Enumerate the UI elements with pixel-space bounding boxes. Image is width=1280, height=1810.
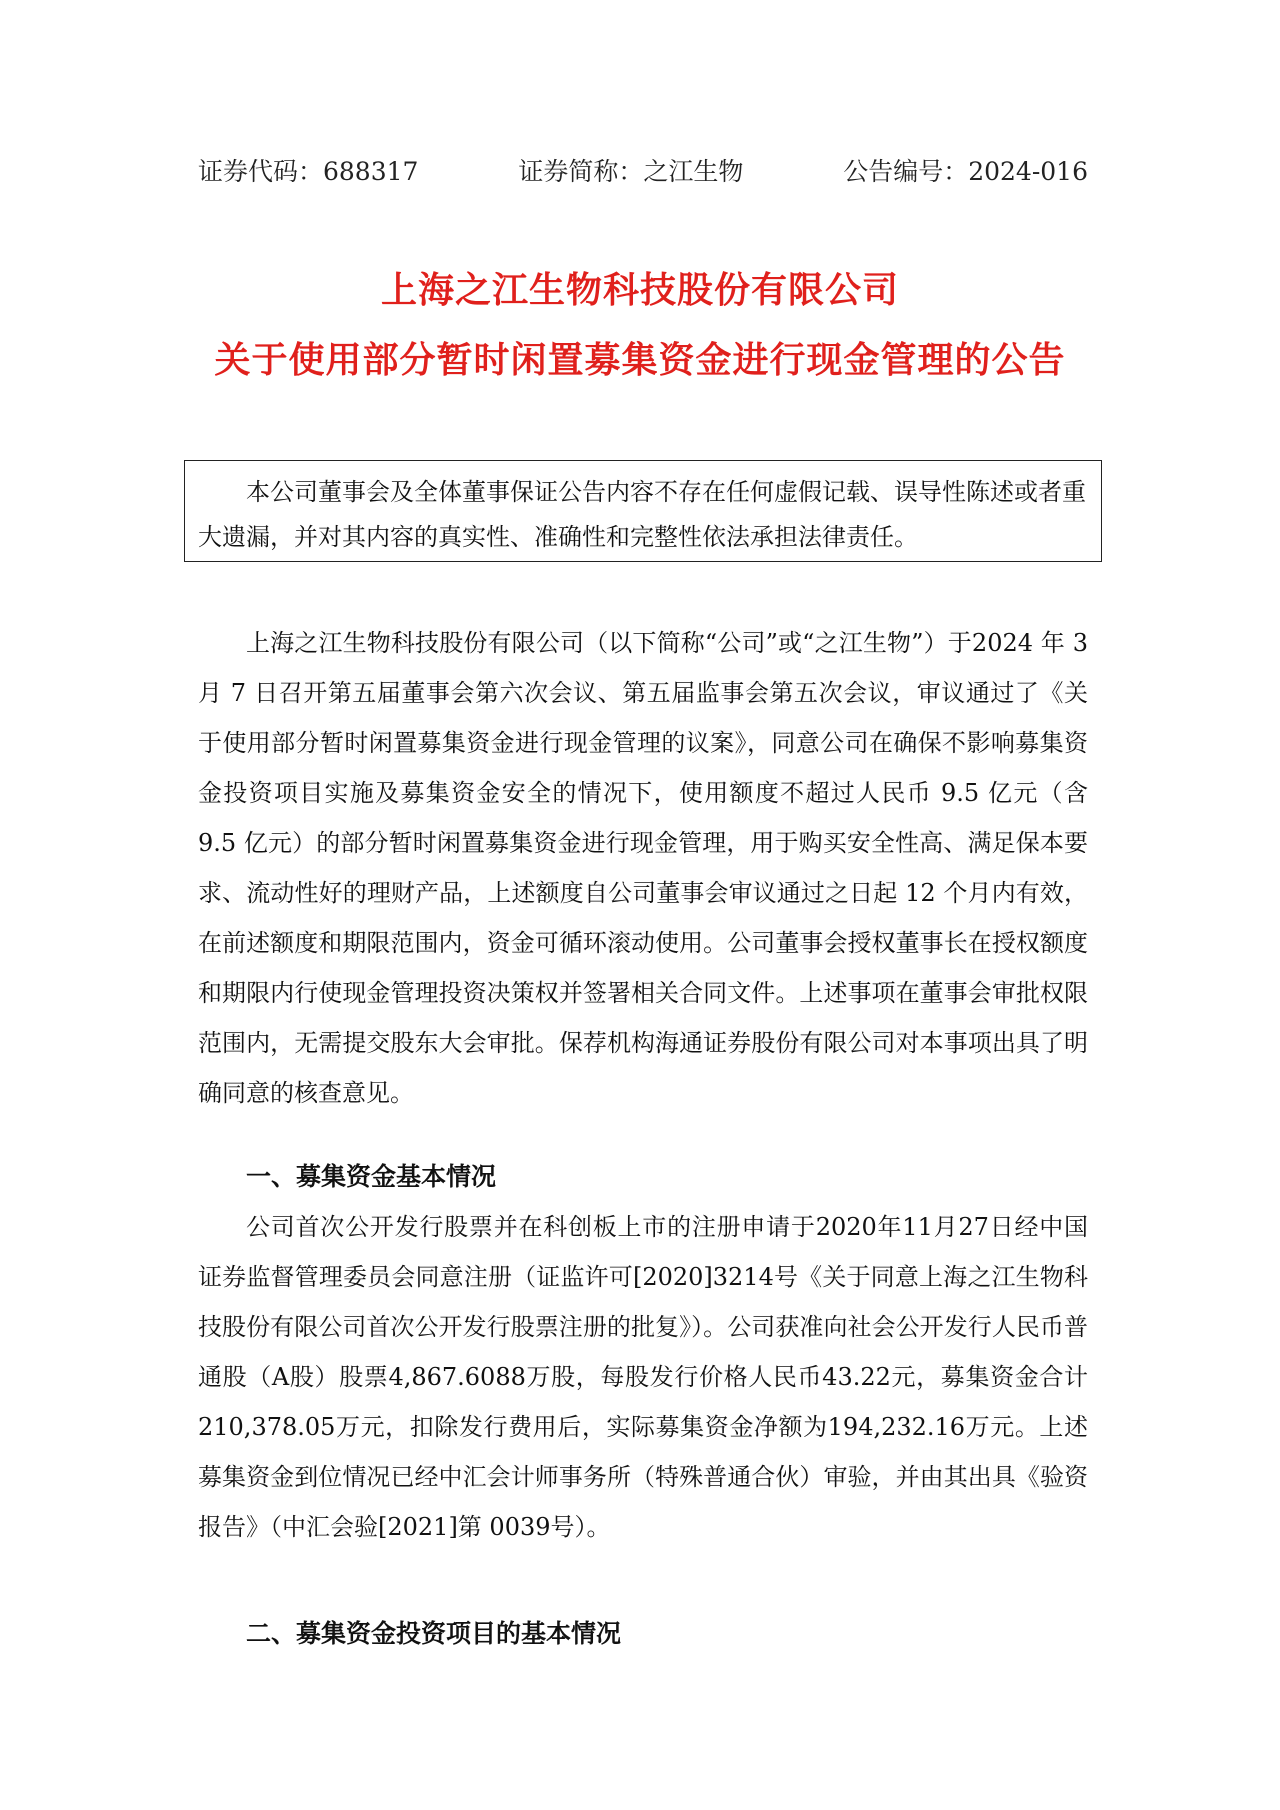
title-line-2: 关于使用部分暂时闲置募集资金进行现金管理的公告: [214, 340, 1066, 381]
page-header: [198, 152, 1088, 188]
section-2-heading: 二、募集资金投资项目的基本情况: [246, 1619, 622, 1648]
stock-code: 证券代码：688317: [198, 157, 419, 186]
section-1-paragraph: 公司首次公开发行股票并在科创板上市的注册申请于2020年11月27日经中国证券监督管理委员会同意注册（证监许可[2020]3214号《关于同意上海之江生物科技股份有限公司首次公开发行股票注册的批复》）。公司获准向社会公开发行人民币普通股（A股）股票4,867.6088万股，每股发行价格人民币43.22元，募集资金合计210,378.05万元，扣除发行费用后，实际募集资金净额为194,232.16万元。上述募集资金到位情况已经中汇会计师事务所（特殊普通合伙）审验，并由其出具《验资报告》（中汇会验[2021]第 0039号）。: [198, 1213, 1088, 1541]
intro-paragraph: 上海之江生物科技股份有限公司（以下简称“公司”或“之江生物”）于2024 年 3 月 7 日召开第五届董事会第六次会议、第五届监事会第五次会议，审议通过了《关于使用部分暂时闲置募集资金进行现金管理的议案》，同意公司在确保不影响募集资金投资项目实施及募集资金安全的情况下，使用额度不超过人民币 9.5 亿元（含 9.5 亿元）的部分暂时闲置募集资金进行现金管理，用于购买安全性高、满足保本要求、流动性好的理财产品，上述额度自公司董事会审议通过之日起 12 个月内有效，在前述额度和期限范围内，资金可循环滚动使用。公司董事会授权董事长在授权额度和期限内行使现金管理投资决策权并签署相关合同文件。上述事项在董事会审批权限范围内，无需提交股东大会审批。保荐机构海通证券股份有限公司对本事项出具了明确同意的核查意见。: [198, 629, 1088, 1107]
disclaimer-box: 本公司董事会及全体董事保证公告内容不存在任何虚假记载、误导性陈述或者重大遗漏，并对其内容的真实性、准确性和完整性依法承担法律责任。: [184, 460, 1102, 562]
announcement-number: 公告编号：2024-016: [843, 157, 1088, 186]
stock-abbreviation: 证券简称：之江生物: [518, 157, 744, 186]
section-1-heading: 一、募集资金基本情况: [246, 1162, 497, 1191]
title-line-1: 上海之江生物科技股份有限公司: [380, 270, 899, 311]
